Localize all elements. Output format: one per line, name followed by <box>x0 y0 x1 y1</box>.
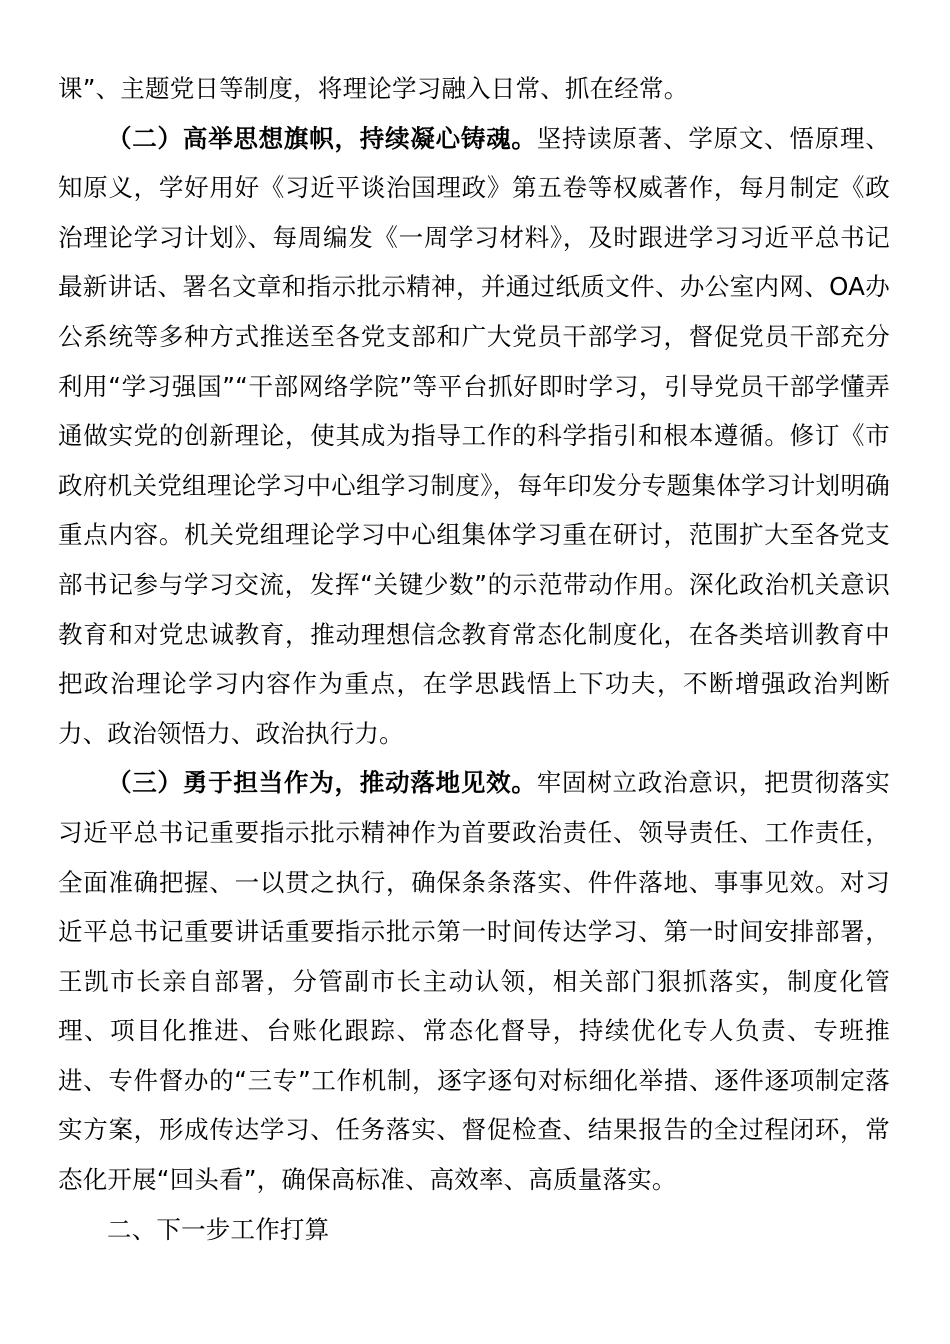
paragraph-political-banner <box>58 114 890 759</box>
paragraph-continuation: 课”、主题党日等制度，将理论学习融入日常、抓在经常。 <box>58 74 689 103</box>
document-page <box>58 64 890 1254</box>
paragraph-take-responsibility <box>58 758 890 1204</box>
section-heading-next-steps: 二、下一步工作打算 <box>107 1214 330 1244</box>
subheading-take-responsibility: （三）勇于担当作为，推动落地见效。 <box>107 768 537 798</box>
paragraph-body: 坚持读原著、学原文、悟原理、知原义，学好用好《习近平谈治国理政》第五卷等权威著作，每月制定《政治理论学习计划》、每周编发《一周学习材料》，及时跟进学习习近平总书记最新讲话、署名文章和指示批示精神，并通过纸质文件、办公室内网、OA办公系统等多种方式推送至各党支部和广大党员干部学习，督促党员干部充分利用“学习强国”“干部网络学院”等平台抓好即时学习，引导党员干部学懂弄通做实党的创新理论，使其成为指导工作的科学指引和根本遵循。修订《市政府机关党组理论学习中心组学习制度》，每年印发分专题集体学习计划明确重点内容。机关党组理论学习中心组集体学习重在研讨，范围扩大至各党支部书记参与学习交流，发挥“关键少数”的示范带动作用。深化政治机关意识教育和对党忠诚教育，推动理想信念教育常态化制度化，在各类培训教育中把政治理论学习内容作为重点，在学思践悟上下功夫，不断增强政治判断力、政治领悟力、政治执行力。 <box>58 123 890 748</box>
paragraph-body: 牢固树立政治意识，把贯彻落实习近平总书记重要指示批示精神作为首要政治责任、领导责任、工作责任，全面准确把握、一以贯之执行，确保条条落实、件件落地、事事见效。对习近平总书记重要讲话重要指示批示第一时间传达学习、第一时间安排部署，王凯市长亲自部署，分管副市长主动认领，相关部门狠抓落实，制度化管理、项目化推进、台账化跟踪、常态化督导，持续优化专人负责、专班推进、专件督办的“三专”工作机制，逐字逐句对标细化举措、逐件逐项制定落实方案，形成传达学习、任务落实、督促检查、结果报告的全过程闭环，常态化开展“回头看”，确保高标准、高效率、高质量落实。 <box>58 768 890 1195</box>
subheading-political-banner: （二）高举思想旗帜，持续凝心铸魂。 <box>107 123 537 153</box>
